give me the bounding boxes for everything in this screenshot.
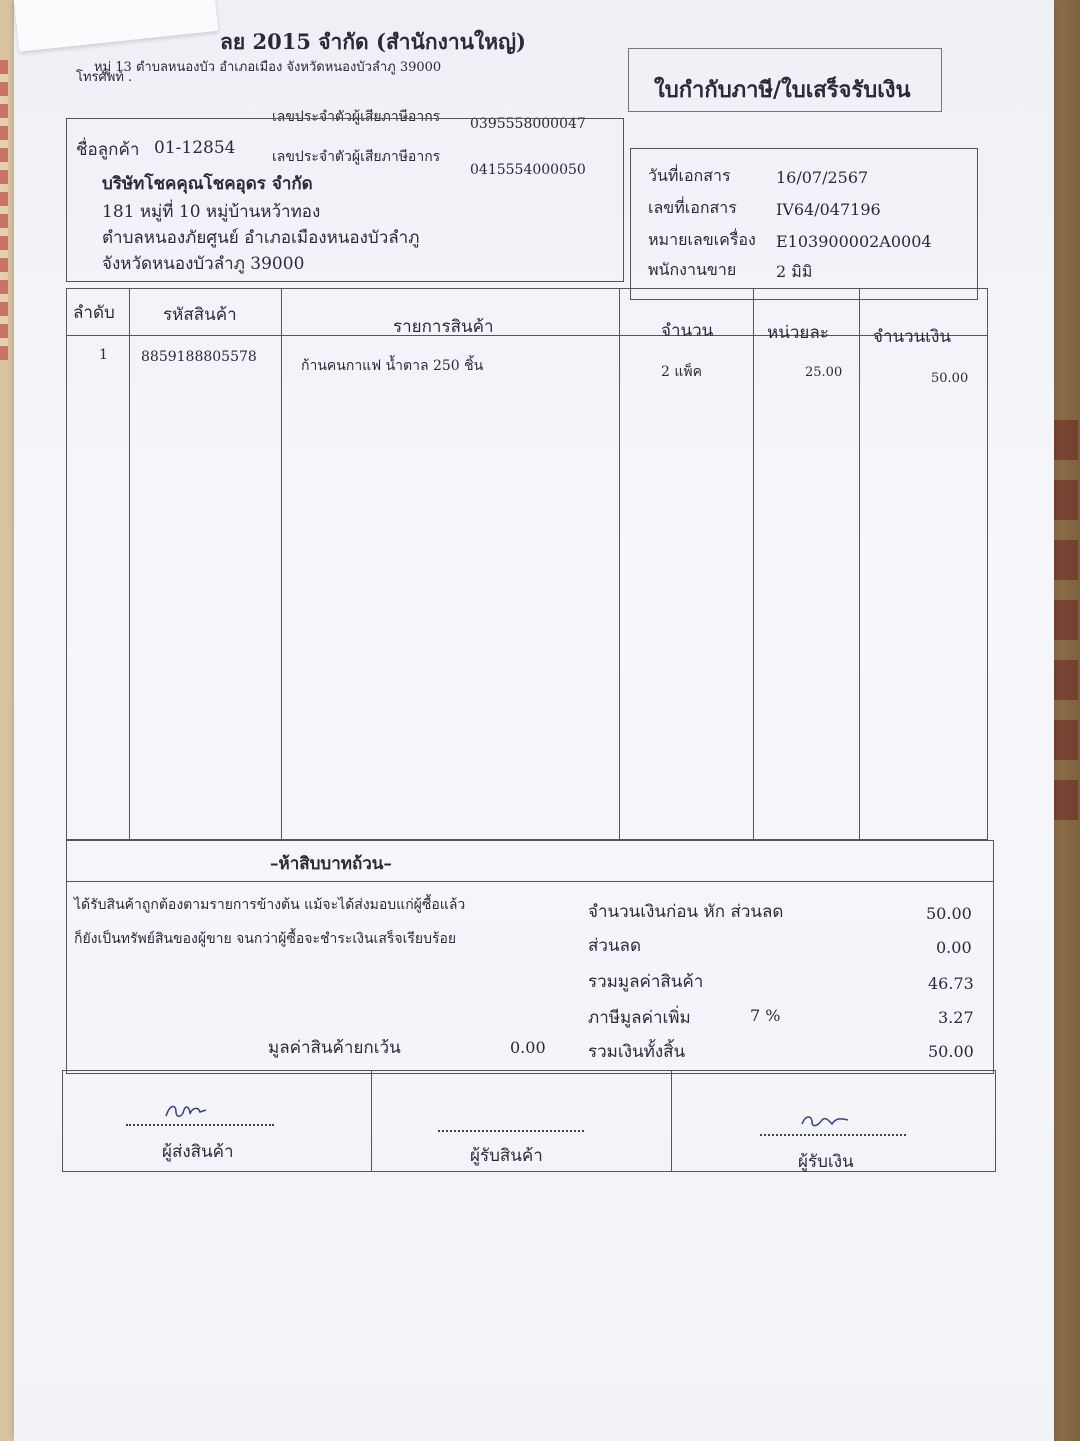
th-unit: หน่วยละ: [767, 323, 829, 343]
header-divider: [67, 335, 987, 336]
row-qty: 2 แพ็ค: [661, 364, 702, 380]
before-discount-value: 50.00: [926, 904, 972, 923]
machine-no: E103900002A0004: [776, 232, 932, 251]
grand-total-label: รวมเงินทั้งสิ้น: [588, 1042, 686, 1062]
doc-title: ใบกำกับภาษี/ใบเสร็จรับเงิน: [654, 77, 911, 103]
torn-paper-corner: [14, 0, 218, 52]
sign-divider: [371, 1071, 372, 1171]
th-code: รหัสสินค้า: [163, 305, 237, 325]
vat-label: ภาษีมูลค่าเพิ่ม: [588, 1008, 691, 1028]
exempt-label: มูลค่าสินค้ายกเว้น: [268, 1038, 401, 1058]
row-amount: 50.00: [931, 371, 969, 386]
amount-in-words: –ห้าสิบบาทถ้วน–: [270, 854, 392, 874]
customer-name: บริษัทโชคคุณโชคอุดร จำกัด: [102, 174, 313, 194]
doc-no: IV64/047196: [776, 200, 881, 219]
staff-name: 2 มิมิ: [776, 262, 813, 281]
col-divider: [281, 289, 282, 839]
col-divider: [753, 289, 754, 839]
discount-label: ส่วนลด: [588, 936, 642, 956]
machine-label: หมายเลขเครื่อง: [648, 230, 756, 249]
doc-no-label: เลขที่เอกสาร: [648, 198, 737, 217]
before-discount-label: จำนวนเงินก่อน หัก ส่วนลด: [588, 902, 784, 922]
background-print: [0, 60, 8, 360]
payee-label: ผู้รับเงิน: [798, 1152, 854, 1172]
customer-tax-label: เลขประจำตัวผู้เสียภาษีอากร: [272, 149, 441, 165]
row-code: 8859188805578: [141, 349, 257, 365]
terms-line-2: ก็ยังเป็นทรัพย์สินของผู้ขาย จนกว่าผู้ซื้อจะชำระเงินเสร็จเรียบร้อย: [74, 931, 457, 947]
doc-date: 16/07/2567: [776, 168, 869, 187]
goods-value-label: รวมมูลค่าสินค้า: [588, 972, 704, 992]
col-divider: [859, 289, 860, 839]
invoice-paper: [14, 0, 1054, 1441]
customer-address-2: ตำบลหนองภัยศูนย์ อำเภอเมืองหนองบัวลำภู: [102, 228, 420, 248]
items-table: [66, 288, 988, 840]
customer-code: 01-12854: [154, 138, 236, 158]
goods-value: 46.73: [928, 974, 974, 993]
payee-signature: [800, 1110, 850, 1136]
col-divider: [619, 289, 620, 839]
th-qty: จำนวน: [661, 321, 714, 341]
th-no: ลำดับ: [73, 303, 115, 323]
customer-address-3: จังหวัดหนองบัวลำภู 39000: [102, 254, 305, 274]
sender-label: ผู้ส่งสินค้า: [162, 1142, 234, 1162]
row-desc: ก้านคนกาแฟ น้ำตาล 250 ชิ้น: [301, 358, 484, 374]
customer-tax-id: 0415554000050: [470, 162, 586, 178]
th-amount: จำนวนเงิน: [873, 327, 952, 347]
terms-line-1: ได้รับสินค้าถูกต้องตามรายการข้างต้น แม้จะได้ส่งมอบแก่ผู้ซื้อแล้ว: [74, 897, 466, 913]
seller-tax-label: เลขประจำตัวผู้เสียภาษีอากร: [272, 109, 441, 125]
exempt-value: 0.00: [510, 1038, 546, 1057]
col-divider: [129, 289, 130, 839]
vat-value: 3.27: [938, 1008, 974, 1027]
company-phone: โทรศัพท์ .: [76, 70, 133, 85]
receiver-signature-line: [438, 1130, 584, 1132]
discount-value: 0.00: [936, 938, 972, 957]
receiver-label: ผู้รับสินค้า: [470, 1146, 543, 1166]
grand-total-value: 50.00: [928, 1042, 974, 1061]
row-unit-price: 25.00: [805, 365, 843, 380]
doc-date-label: วันที่เอกสาร: [648, 166, 731, 185]
words-divider: [67, 881, 993, 882]
seller-tax-id: 0395558000047: [470, 116, 586, 132]
staff-label: พนักงานขาย: [648, 260, 737, 279]
customer-label: ชื่อลูกค้า: [76, 140, 140, 160]
sender-signature: [164, 1100, 208, 1126]
customer-address-1: 181 หมู่ที่ 10 หมู่บ้านหว้าทอง: [102, 202, 321, 222]
th-desc: รายการสินค้า: [393, 317, 494, 337]
company-address: หมู่ 13 ตำบลหนองบัว อำเภอเมือง จังหวัดหนองบัวลำภู 39000: [94, 60, 442, 75]
vat-rate: 7 %: [750, 1006, 781, 1025]
sign-divider: [671, 1071, 672, 1171]
company-name: ลย 2015 จำกัด (สำนักงานใหญ่): [220, 29, 526, 54]
row-no: 1: [99, 347, 108, 363]
